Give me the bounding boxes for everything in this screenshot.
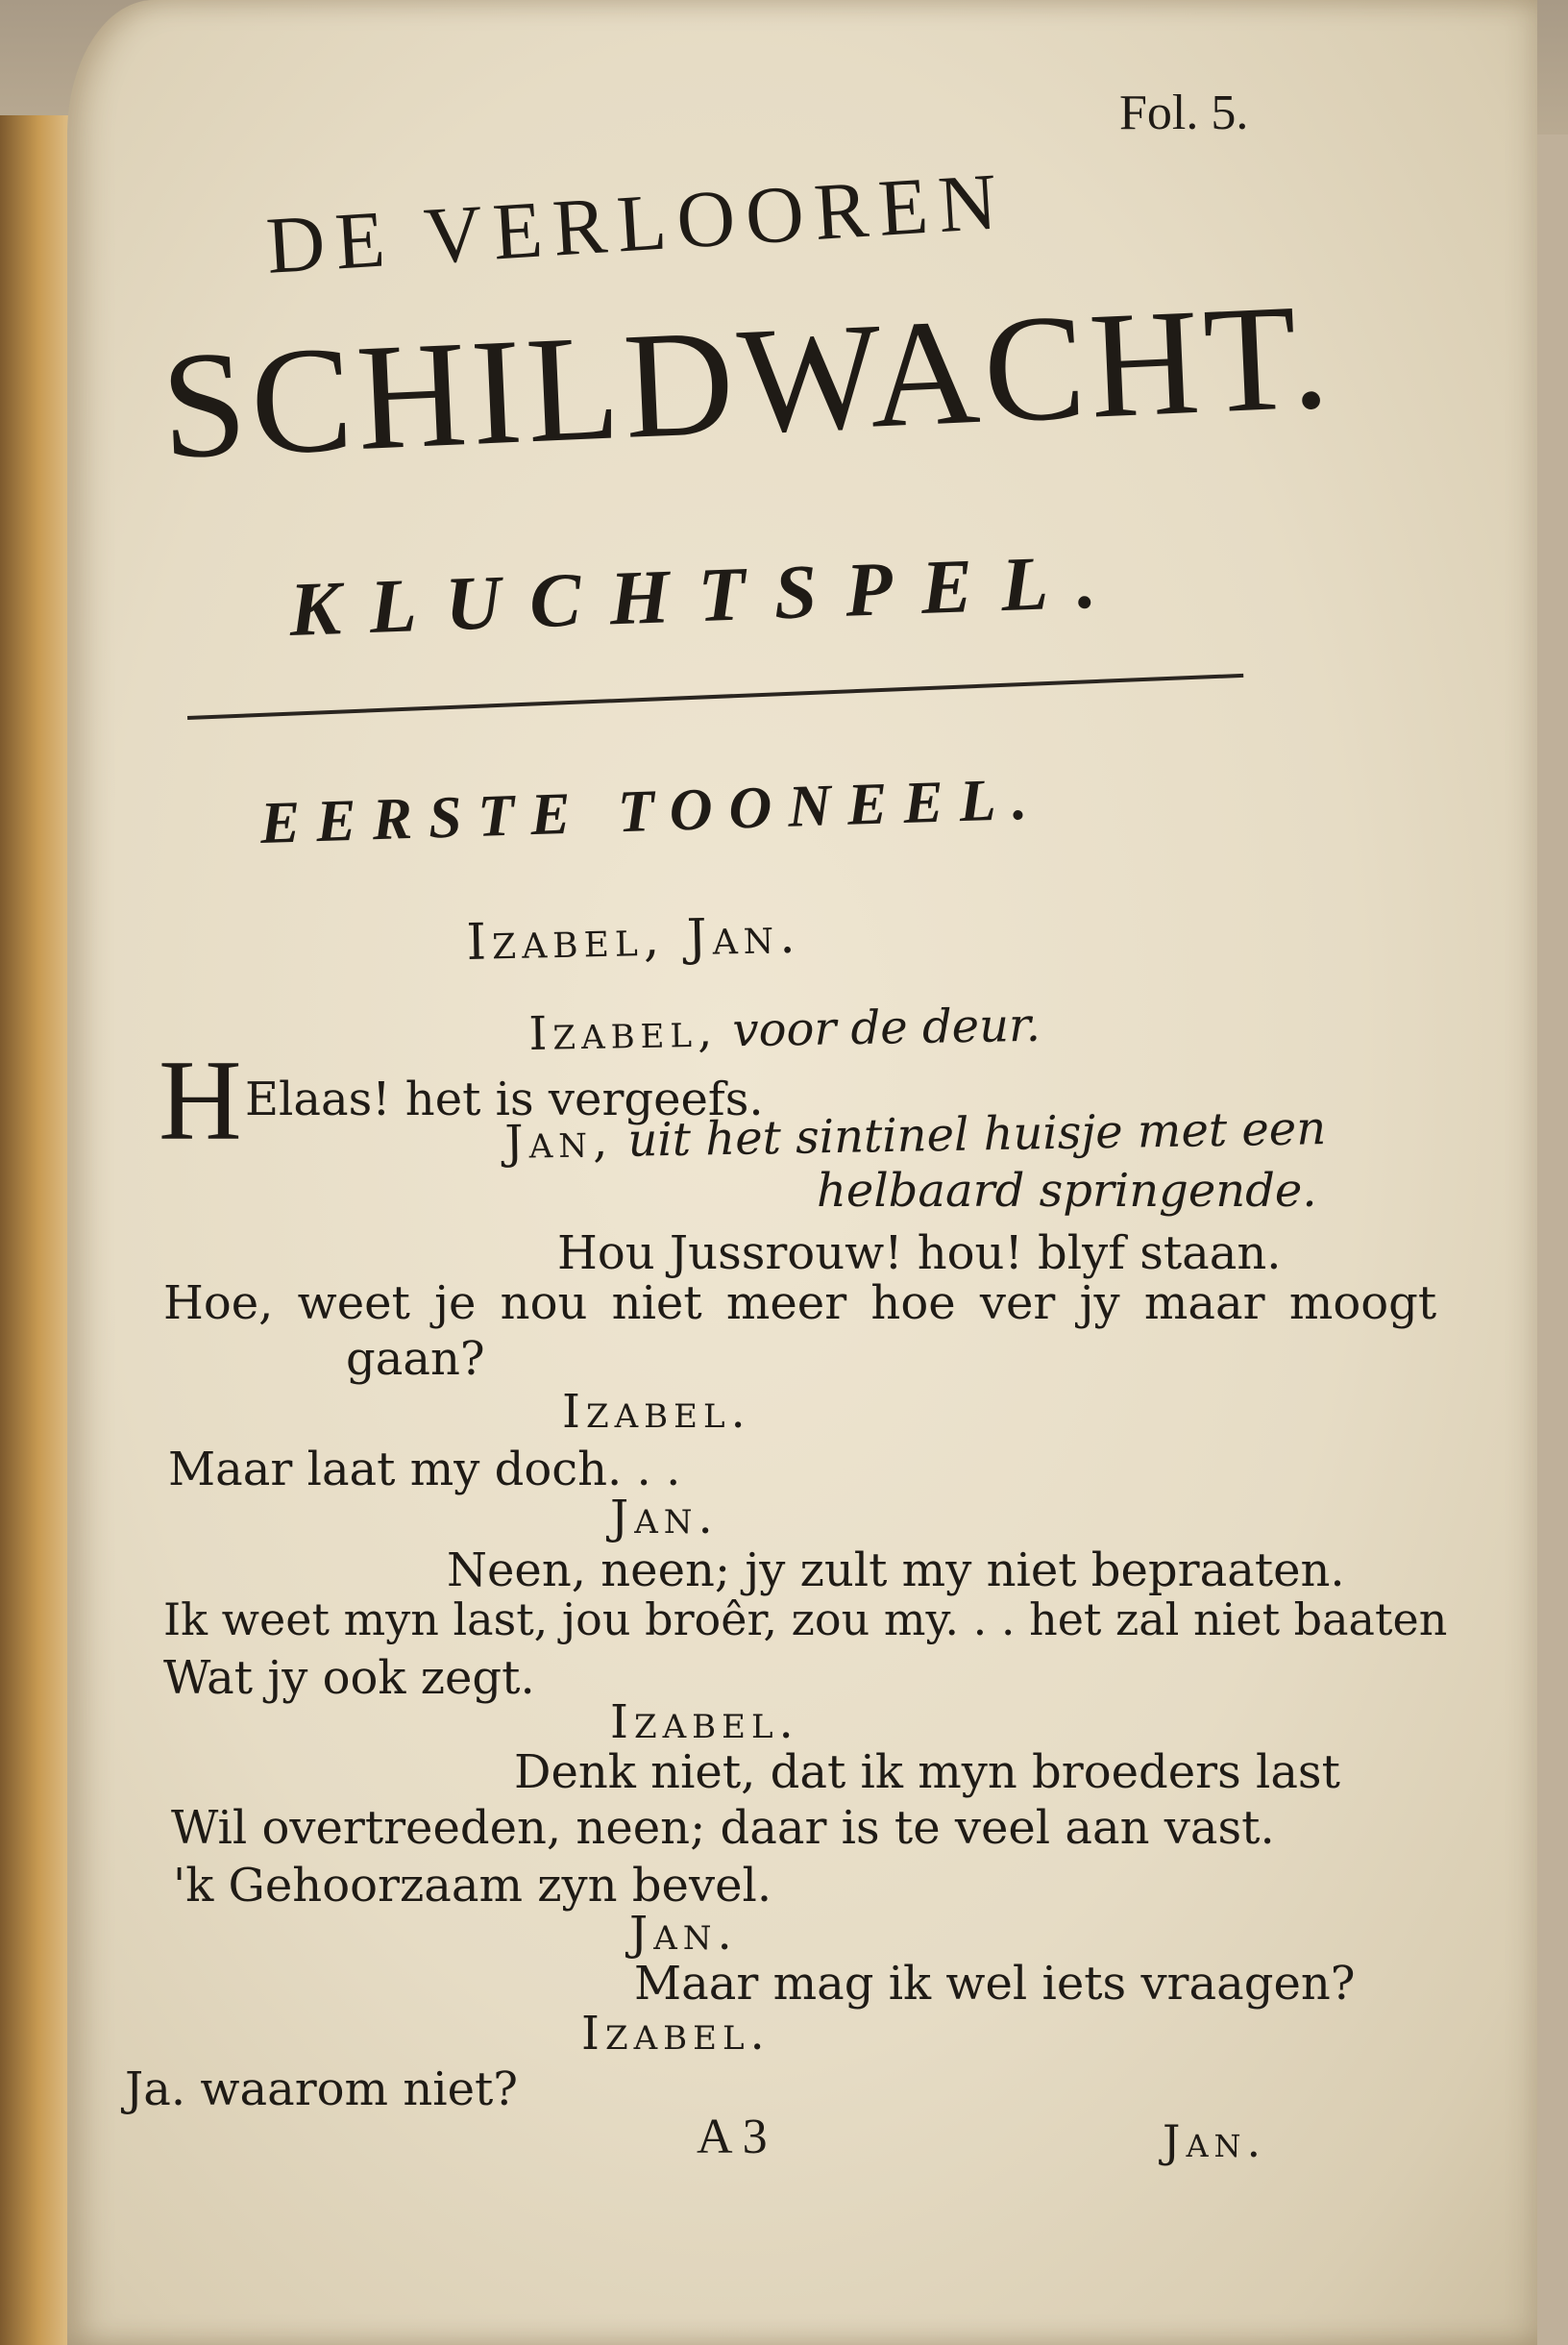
verse-line: Hoe, weet je nou niet meer hoe ver jy maar moogt bbox=[163, 1276, 1437, 1330]
speaker-name: Jan. bbox=[629, 1907, 738, 1961]
title-line-2: SCHILDWACHT. bbox=[158, 271, 1337, 491]
verse-line: Elaas! het is vergeefs. bbox=[245, 1073, 764, 1126]
title-line-1: DE VERLOOREN bbox=[263, 156, 1011, 291]
verse-line: Wat jy ook zegt. bbox=[163, 1651, 535, 1705]
stage-direction: helbaard springende. bbox=[817, 1164, 1317, 1218]
verse-line: Ik weet myn last, jou broêr, zou my. . . het zal niet baaten bbox=[163, 1593, 1448, 1645]
book-page bbox=[67, 0, 1537, 2345]
drop-cap: H bbox=[159, 1036, 242, 1164]
verse-line: Maar laat my doch. . . bbox=[168, 1443, 681, 1496]
scene-heading: EERSTE TOONEEL. bbox=[258, 766, 1045, 856]
cast-list: Izabel, Jan. bbox=[465, 906, 802, 972]
verse-line: Hou Jussrouw! hou! blyf staan. bbox=[557, 1226, 1282, 1280]
genre-subtitle: KLUCHTSPEL. bbox=[287, 538, 1127, 653]
verse-line: Wil overtreeden, neen; daar is te veel aan vast. bbox=[171, 1801, 1275, 1855]
verse-line: gaan? bbox=[346, 1332, 485, 1386]
speaker-name: Izabel. bbox=[610, 1695, 799, 1749]
verse-line: Maar mag ik wel iets vraagen? bbox=[634, 1957, 1356, 2011]
stage-direction: voor de deur. bbox=[731, 998, 1041, 1058]
verse-line: 'k Gehoorzaam zyn bevel. bbox=[173, 1859, 772, 1913]
verse-line: Denk niet, dat ik myn broeders last bbox=[514, 1745, 1340, 1799]
speaker-name: Jan, bbox=[503, 1114, 614, 1170]
speaker-name: Jan. bbox=[610, 1491, 719, 1544]
speaker-name: Izabel. bbox=[562, 1385, 751, 1439]
title-rule bbox=[187, 674, 1243, 720]
speaker-heading bbox=[503, 1101, 1327, 1170]
verse-line: Neen, neen; jy zult my niet bepraaten. bbox=[447, 1543, 1345, 1597]
verse-line: Ja. waarom niet? bbox=[125, 2062, 519, 2116]
signature-mark: A 3 bbox=[697, 2110, 768, 2164]
stage-direction: uit het sintinel huisje met een bbox=[626, 1101, 1327, 1168]
speaker-name: Izabel, bbox=[527, 1003, 719, 1061]
folio-number: Fol. 5. bbox=[1119, 86, 1249, 140]
catchword: Jan. bbox=[1163, 2115, 1267, 2167]
speaker-heading bbox=[527, 998, 1041, 1061]
speaker-name: Izabel. bbox=[581, 2007, 771, 2061]
